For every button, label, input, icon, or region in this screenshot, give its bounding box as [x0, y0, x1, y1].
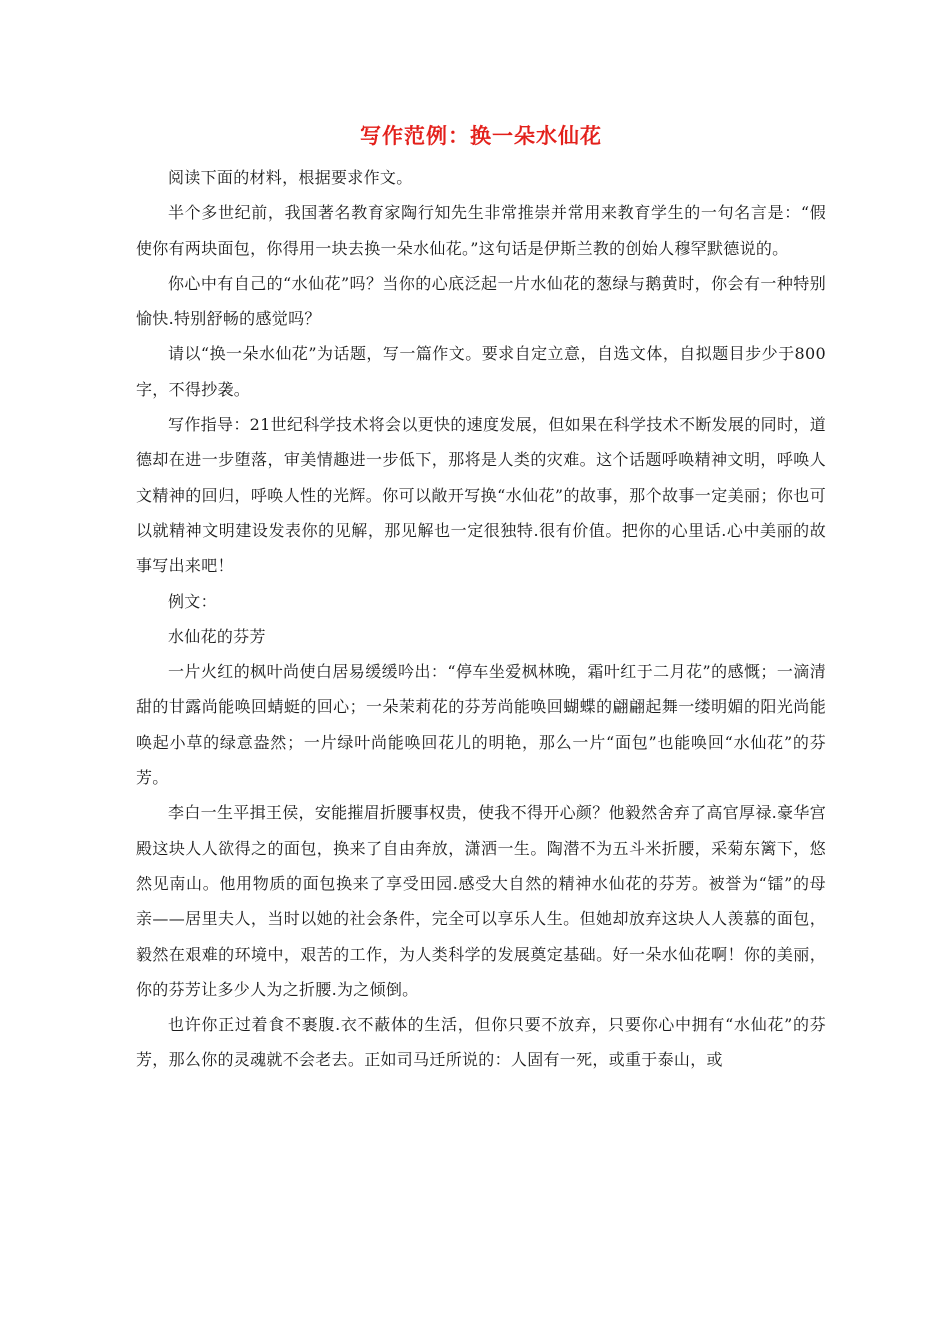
paragraph-instruction: 阅读下面的材料，根据要求作文。 — [168, 168, 413, 187]
paragraph-example-body-1: 一片火红的枫叶尚使白居易缓缓吟出：“停车坐爱枫林晚，霜叶红于二月花”的感慨；一滴清甜的甘露尚能唤回蜻蜓的回心；一朵茉莉花的芬芳尚能唤回蝴蝶的翩翩起舞一缕明媚的阳光尚能唤起小草的绿意盎然；一片绿叶尚能唤回花儿的明艳，那么一片“面包”也能唤回“水仙花”的芬芳。 — [136, 662, 826, 788]
paragraph-requirements: 请以“换一朵水仙花”为话题，写一篇作文。要求自定立意，自选文体，自拟题目步少于800字，不得抄袭。 — [136, 344, 826, 399]
paragraph-writing-guidance: 写作指导：21世纪科学技术将会以更快的速度发展，但如果在科学技术不断发展的同时，道德却在进一步堕落，审美情趣进一步低下，那将是人类的灾难。这个话题呼唤精神文明，呼唤人文精神的回归，呼唤人性的光辉。你可以敞开写换“水仙花”的故事，那个故事一定美丽；你也可以就精神文明建设发表你的见解，那见解也一定很独特.很有价值。把你的心里话.心中美丽的故事写出来吧！ — [136, 415, 826, 576]
paragraph-example-body-2: 李白一生平揖王侯，安能摧眉折腰事权贵，使我不得开心颜？他毅然舍弃了高官厚禄.豪华宫殿这块人人欲得之的面包，换来了自由奔放，潇洒一生。陶潜不为五斗米折腰，采菊东篱下，悠然见南山。他用物质的面包换来了享受田园.感受大自然的精神水仙花的芬芳。被誉为“镭”的母亲——居里夫人，当时以她的社会条件，完全可以享乐人生。但她却放弃这块人人羡慕的面包，毅然在艰难的环境中，艰苦的工作，为人类科学的发展奠定基础。好一朵水仙花啊！你的美丽，你的芬芳让多少人为之折腰.为之倾倒。 — [136, 803, 826, 999]
paragraph-example-title: 水仙花的芬芳 — [168, 626, 266, 646]
paragraph-material-quote: 半个多世纪前，我国著名教育家陶行知先生非常推崇并常用来教育学生的一句名言是：“假使你有两块面包，你得用一块去换一朵水仙花。”这句话是伊斯兰教的创始人穆罕默德说的。 — [136, 203, 826, 258]
document-title: 写作范例：换一朵水仙花 — [360, 123, 602, 148]
document-page — [136, 118, 826, 1078]
paragraph-material-question: 你心中有自己的“水仙花”吗？当你的心底泛起一片水仙花的葱绿与鹅黄时，你会有一种特别愉快.特别舒畅的感觉吗？ — [136, 273, 826, 329]
paragraph-example-label: 例文： — [168, 591, 217, 611]
paragraph-example-body-3: 也许你正过着食不裹腹.衣不蔽体的生活，但你只要不放弃，只要你心中拥有“水仙花”的芬芳，那么你的灵魂就不会老去。正如司马迁所说的：人固有一死，或重于泰山，或 — [136, 1015, 826, 1070]
